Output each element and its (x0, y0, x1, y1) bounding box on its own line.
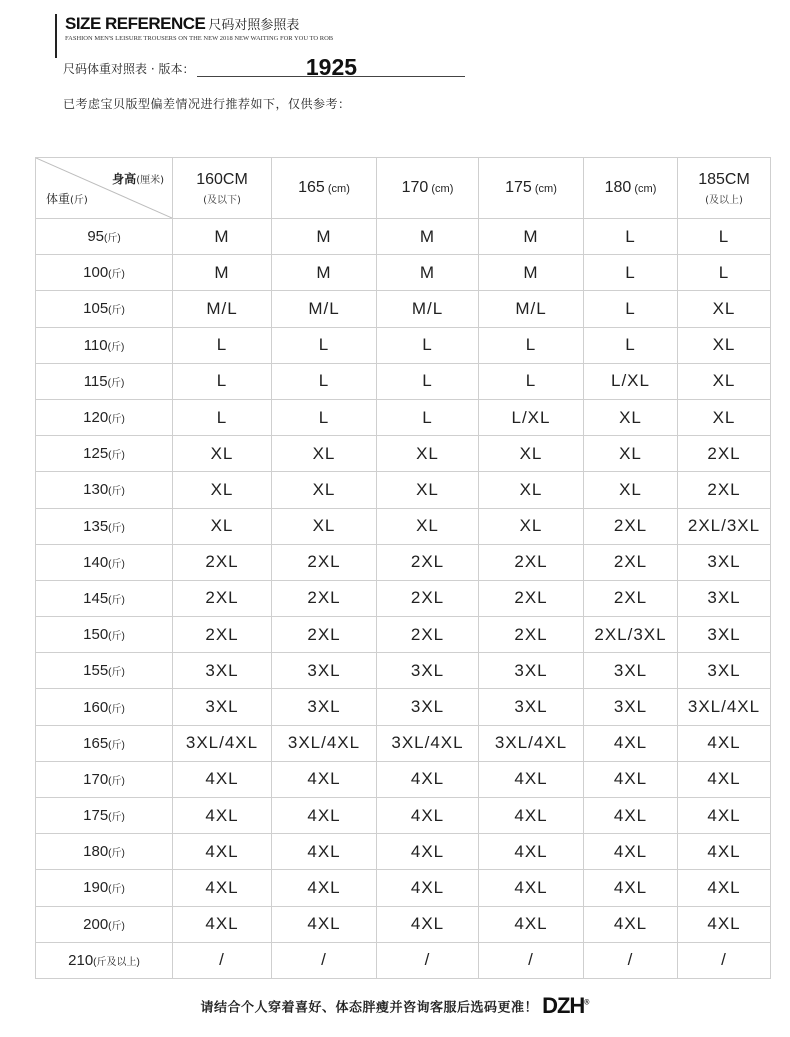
size-cell: XL (377, 472, 479, 508)
size-cell: / (678, 942, 771, 978)
size-cell: XL (377, 508, 479, 544)
table-row (36, 291, 771, 327)
size-cell: 2XL (173, 617, 272, 653)
weight-cell (36, 436, 173, 472)
weight-unit: (斤) (108, 631, 125, 643)
diagonal-line (36, 158, 172, 218)
size-cell: XL (479, 508, 584, 544)
size-cell: 4XL (584, 725, 678, 761)
size-cell: 2XL (377, 544, 479, 580)
table-row (36, 834, 771, 870)
size-cell: L (272, 399, 377, 435)
footer-text: 请结合个人穿着喜好、体态胖瘦并咨询客服后选码更准！ (200, 1000, 539, 1016)
size-cell: M (377, 219, 479, 255)
height-unit: (cm) (428, 183, 454, 195)
weight-axis-label (46, 190, 88, 207)
size-cell: 2XL (173, 580, 272, 616)
table-row (36, 255, 771, 291)
size-cell: XL (173, 472, 272, 508)
size-cell: / (173, 942, 272, 978)
height-number: 180 (604, 179, 632, 196)
weight-cell (36, 472, 173, 508)
size-cell: 4XL (272, 834, 377, 870)
size-cell: 2XL (377, 617, 479, 653)
height-column-header (584, 158, 678, 219)
height-column-header (173, 158, 272, 219)
weight-number: 145 (83, 589, 109, 607)
height-unit: (cm) (531, 183, 557, 195)
size-cell: 4XL (272, 870, 377, 906)
size-cell: M (173, 255, 272, 291)
size-cell: 2XL/3XL (584, 617, 678, 653)
height-qualifier: (及以下) (203, 194, 241, 206)
table-row (36, 327, 771, 363)
weight-number: 190 (83, 879, 109, 897)
size-cell: 4XL (584, 906, 678, 942)
weight-number: 95 (87, 228, 104, 246)
size-cell: 2XL (272, 580, 377, 616)
size-cell: 4XL (377, 834, 479, 870)
size-cell: L (584, 255, 678, 291)
size-cell: 3XL (678, 580, 771, 616)
header (55, 14, 370, 58)
size-cell: L (377, 399, 479, 435)
height-unit: (cm) (324, 183, 350, 195)
size-cell: M (479, 219, 584, 255)
size-cell: L (272, 327, 377, 363)
weight-cell (36, 291, 173, 327)
size-cell: 3XL/4XL (173, 725, 272, 761)
weight-number: 105 (83, 300, 109, 318)
size-cell: L (173, 399, 272, 435)
weight-number: 110 (83, 336, 108, 354)
height-column-header (272, 158, 377, 219)
size-cell: M (377, 255, 479, 291)
size-cell: 3XL/4XL (678, 689, 771, 725)
size-cell: L (173, 327, 272, 363)
size-cell: 4XL (173, 870, 272, 906)
size-cell: M (479, 255, 584, 291)
height-value (173, 171, 271, 189)
header-row (36, 158, 771, 219)
size-cell: XL (272, 508, 377, 544)
size-cell: XL (479, 472, 584, 508)
size-cell: 2XL (678, 436, 771, 472)
size-cell: XL (377, 436, 479, 472)
weight-cell (36, 689, 173, 725)
size-cell: 2XL (173, 544, 272, 580)
size-cell: 2XL (584, 580, 678, 616)
weight-number: 150 (83, 626, 109, 644)
size-cell: XL (584, 399, 678, 435)
height-qualifier: (及以上) (705, 194, 743, 206)
size-cell: 3XL (173, 689, 272, 725)
size-cell: 4XL (479, 798, 584, 834)
size-cell: 4XL (377, 906, 479, 942)
size-cell: L/XL (584, 363, 678, 399)
size-cell: 4XL (173, 761, 272, 797)
weight-number: 210 (68, 951, 94, 969)
height-number: 175 (505, 179, 532, 196)
brand-name: DZH (542, 993, 585, 1018)
weight-number: 140 (83, 553, 109, 571)
size-cell: 3XL (272, 689, 377, 725)
weight-cell (36, 508, 173, 544)
size-cell: 3XL (678, 653, 771, 689)
weight-cell (36, 653, 173, 689)
subtitle: FASHION MEN'S LEISURE TROUSERS ON THE NEW 2018 NEW WAITING FOR YOU TO ROB (65, 35, 334, 42)
table-row (36, 472, 771, 508)
weight-unit: (斤) (108, 775, 125, 787)
weight-cell (36, 761, 173, 797)
size-cell: 3XL (678, 617, 771, 653)
size-cell: XL (584, 472, 678, 508)
size-cell: XL (272, 436, 377, 472)
size-cell: 4XL (678, 798, 771, 834)
corner-cell (36, 158, 173, 219)
height-value (678, 171, 770, 189)
size-cell: M (173, 219, 272, 255)
size-cell: / (377, 942, 479, 978)
weight-unit: (斤) (108, 848, 125, 860)
version-value: 1925 (305, 54, 358, 80)
size-cell: L (678, 219, 771, 255)
weight-unit: (斤) (108, 920, 125, 932)
size-cell: L (584, 327, 678, 363)
weight-unit: (斤) (108, 703, 125, 715)
weight-cell (36, 906, 173, 942)
weight-cell (36, 219, 173, 255)
size-cell: 3XL (377, 653, 479, 689)
table-row (36, 653, 771, 689)
height-value (479, 179, 583, 197)
size-cell: M/L (272, 291, 377, 327)
title-cn: 尺码对照参照表 (208, 18, 300, 33)
size-cell: 4XL (678, 906, 771, 942)
size-cell: L/XL (479, 399, 584, 435)
size-cell: 4XL (377, 798, 479, 834)
size-cell: 4XL (173, 834, 272, 870)
size-cell: 2XL (479, 544, 584, 580)
size-cell: L (377, 363, 479, 399)
weight-unit: (斤) (107, 341, 125, 353)
size-cell: XL (678, 291, 771, 327)
size-cell: 4XL (584, 798, 678, 834)
weight-unit: (斤) (108, 450, 125, 462)
size-cell: M/L (479, 291, 584, 327)
table-row (36, 399, 771, 435)
weight-unit: (斤) (108, 558, 125, 570)
weight-number: 115 (83, 372, 108, 390)
table-row (36, 363, 771, 399)
version-field (197, 54, 465, 80)
size-cell: 2XL (584, 508, 678, 544)
height-axis-label (112, 170, 164, 187)
size-cell: 2XL (272, 544, 377, 580)
weight-number: 130 (83, 481, 109, 499)
size-cell: 2XL (272, 617, 377, 653)
weight-number: 125 (83, 445, 109, 463)
version-row (63, 54, 465, 80)
size-cell: 3XL (584, 689, 678, 725)
size-cell: 4XL (479, 870, 584, 906)
size-cell: 4XL (173, 906, 272, 942)
brand-logo (542, 993, 589, 1018)
size-cell: 3XL (678, 544, 771, 580)
weight-unit: (斤) (108, 269, 125, 281)
size-cell: XL (584, 436, 678, 472)
title-en: SIZE REFERENCE (65, 14, 206, 33)
weight-unit: (斤) (108, 667, 125, 679)
size-cell: 2XL (678, 472, 771, 508)
weight-label: 体重 (46, 192, 71, 206)
size-cell: XL (173, 436, 272, 472)
height-number: 185CM (698, 170, 750, 188)
recommendation-note: 已考虑宝贝版型偏差情况进行推荐如下，仅供参考： (63, 97, 351, 111)
size-cell: 2XL (479, 580, 584, 616)
weight-unit: (斤及以上) (93, 956, 140, 968)
table-row (36, 725, 771, 761)
size-cell: 4XL (173, 798, 272, 834)
table-row (36, 544, 771, 580)
table-row (36, 436, 771, 472)
weight-unit: (斤) (108, 594, 125, 606)
size-cell: 4XL (377, 870, 479, 906)
size-table (35, 157, 771, 979)
size-cell: L (377, 327, 479, 363)
size-cell: 4XL (678, 725, 771, 761)
size-cell: XL (678, 363, 771, 399)
weight-cell (36, 580, 173, 616)
height-value (272, 179, 376, 197)
weight-number: 175 (83, 807, 109, 825)
weight-number: 135 (83, 517, 109, 535)
weight-cell (36, 942, 173, 978)
weight-cell (36, 327, 173, 363)
size-cell: 2XL (584, 544, 678, 580)
height-number: 165 (298, 179, 325, 196)
size-cell: 4XL (272, 906, 377, 942)
size-cell: / (272, 942, 377, 978)
size-cell: 4XL (584, 834, 678, 870)
size-cell: 3XL (173, 653, 272, 689)
weight-unit: (斤) (70, 195, 88, 206)
size-cell: 2XL/3XL (678, 508, 771, 544)
weight-unit: (斤) (108, 884, 125, 896)
size-cell: XL (479, 436, 584, 472)
weight-unit: (斤) (107, 377, 125, 389)
size-cell: 4XL (377, 761, 479, 797)
weight-cell (36, 363, 173, 399)
size-cell: L (479, 363, 584, 399)
height-label: 身高 (112, 172, 137, 186)
height-column-header (479, 158, 584, 219)
size-cell: 2XL (377, 580, 479, 616)
weight-unit: (斤) (104, 233, 121, 245)
footer (0, 993, 790, 1019)
table-row (36, 508, 771, 544)
size-cell: 2XL (479, 617, 584, 653)
size-cell: M/L (173, 291, 272, 327)
size-cell: 3XL (377, 689, 479, 725)
table-row (36, 580, 771, 616)
weight-unit: (斤) (108, 305, 125, 317)
title-row (65, 14, 370, 34)
weight-unit: (斤) (108, 486, 125, 498)
table-row (36, 689, 771, 725)
weight-cell (36, 399, 173, 435)
version-label: 尺码体重对照表 · 版本： (63, 62, 195, 76)
weight-cell (36, 725, 173, 761)
size-cell: L (678, 255, 771, 291)
weight-number: 100 (83, 264, 109, 282)
weight-unit: (斤) (108, 522, 125, 534)
weight-number: 160 (83, 698, 109, 716)
size-cell: 3XL/4XL (479, 725, 584, 761)
size-cell: 3XL/4XL (272, 725, 377, 761)
table-row (36, 798, 771, 834)
weight-number: 155 (83, 662, 109, 680)
table-row (36, 617, 771, 653)
size-cell: M (272, 255, 377, 291)
weight-number: 200 (83, 915, 109, 933)
size-cell: 4XL (584, 761, 678, 797)
size-cell: 4XL (584, 870, 678, 906)
size-cell: 4XL (678, 834, 771, 870)
size-cell: L (479, 327, 584, 363)
size-cell: 4XL (479, 834, 584, 870)
size-cell: / (584, 942, 678, 978)
size-cell: 4XL (479, 906, 584, 942)
size-cell: 3XL (584, 653, 678, 689)
size-cell: 4XL (678, 761, 771, 797)
table-row (36, 219, 771, 255)
height-value (584, 179, 677, 197)
table-row (36, 870, 771, 906)
size-cell: XL (272, 472, 377, 508)
size-cell: XL (678, 327, 771, 363)
weight-number: 180 (83, 843, 109, 861)
size-cell: L (173, 363, 272, 399)
size-cell: 3XL (479, 689, 584, 725)
weight-unit: (斤) (108, 812, 125, 824)
size-cell: L (584, 219, 678, 255)
height-number: 160CM (196, 170, 248, 188)
weight-cell (36, 617, 173, 653)
table-row (36, 906, 771, 942)
height-value (377, 179, 478, 197)
size-cell: / (479, 942, 584, 978)
registered-mark: ® (584, 999, 590, 1007)
weight-number: 120 (83, 409, 109, 427)
size-cell: 4XL (272, 798, 377, 834)
weight-cell (36, 798, 173, 834)
weight-unit: (斤) (108, 414, 125, 426)
size-cell: 4XL (479, 761, 584, 797)
height-number: 170 (401, 179, 429, 196)
height-column-header (678, 158, 771, 219)
size-cell: L (272, 363, 377, 399)
table-row (36, 942, 771, 978)
size-cell: 4XL (678, 870, 771, 906)
height-unit: (厘米) (136, 175, 164, 186)
weight-number: 165 (83, 734, 109, 752)
size-cell: 3XL/4XL (377, 725, 479, 761)
table-body (36, 219, 771, 979)
height-unit: (cm) (631, 183, 657, 195)
weight-cell (36, 870, 173, 906)
size-cell: M/L (377, 291, 479, 327)
size-cell: 4XL (272, 761, 377, 797)
size-cell: XL (173, 508, 272, 544)
size-cell: M (272, 219, 377, 255)
weight-number: 170 (83, 770, 109, 788)
table-row (36, 761, 771, 797)
size-cell: L (584, 291, 678, 327)
size-cell: 3XL (479, 653, 584, 689)
weight-cell (36, 544, 173, 580)
weight-cell (36, 255, 173, 291)
height-column-header (377, 158, 479, 219)
size-cell: 3XL (272, 653, 377, 689)
weight-cell (36, 834, 173, 870)
size-cell: XL (678, 399, 771, 435)
weight-unit: (斤) (108, 739, 125, 751)
